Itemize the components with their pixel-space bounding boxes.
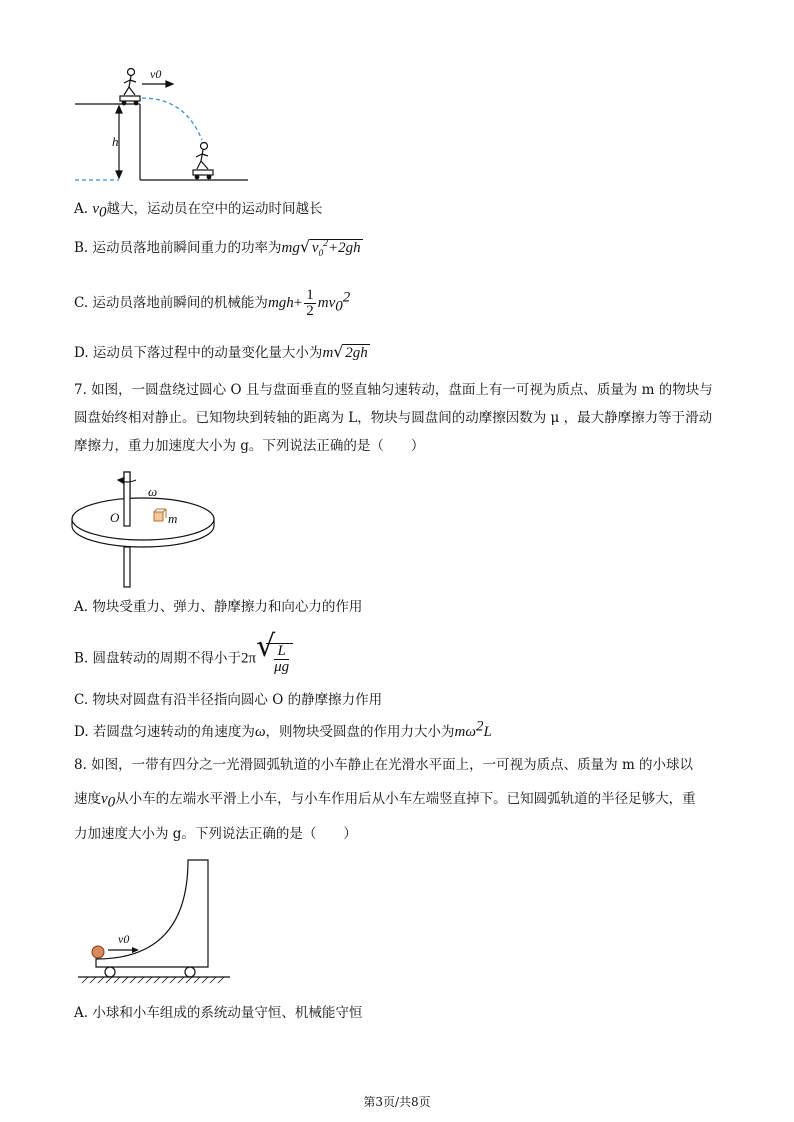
fraction: $\frac{1}{2}$ [306,287,314,319]
q7-m-label: m [168,511,178,526]
q8-figure [70,855,240,985]
fraction: $\frac{L}{\mu g}$ [274,643,290,675]
page-number: 第3页/共8页 [363,1095,431,1109]
sqrt-expression: √ $\frac{L}{\mu g}$ [256,643,293,675]
q6-option-d[interactable]: D. 运动员下落过程中的动量变化量大小为m √ 2gh [74,342,368,361]
q7-option-b[interactable]: B. 圆盘转动的周期不得小于2π √ $\frac{L}{\mu g}$ [74,643,293,675]
q6-figure [70,62,260,187]
q8-v0-label: v0 [118,932,130,946]
q7-option-d[interactable]: D. 若圆盘匀速转动的角速度为ω，则物块受圆盘的作用力大小为$m\omega^2L$ [74,718,492,740]
q7-option-a[interactable]: A. 物块受重力、弹力、静摩擦力和向心力的作用 [74,599,363,615]
q7-omega-label: ω [148,484,158,499]
q7-option-c[interactable]: C. 物块对圆盘有沿半径指向圆心 O 的静摩擦力作用 [74,692,383,708]
q7-stem: 7. 如图，一圆盘绕过圆心 O 且与盘面垂直的竖直轴匀速转动，盘面上有一可视为质点、质量为 m 的物块与圆盘始终相对静止。已知物块到转轴的距离为 L，物块与圆盘间的动摩擦因数为 μ ，最大静摩擦力等于滑动摩擦力，重力加速度大小为 g。下列说法正确的是（ ） [74,382,713,454]
q6-v0-label: v0 [150,67,162,81]
q7-figure [68,470,218,590]
q8-stem-line-3: 力加速度大小为 g。下列说法正确的是（ ） [74,826,357,842]
q6-option-c[interactable]: C. 运动员落地前瞬间的机械能为mgh+ $\frac{1}{2}$ $mv_0^2$ [74,287,351,319]
q8-option-a[interactable]: A. 小球和小车组成的系统动量守恒、机械能守恒 [74,1005,363,1021]
q6-option-b[interactable]: B. 运动员落地前瞬间重力的功率为mg √ $v_0^2+2gh$ [74,237,361,259]
sqrt-expression: √ $v_0^2+2gh$ [299,237,361,259]
q7-o-label: O [110,510,120,525]
q6-option-a[interactable]: A. $v_0$越大，运动员在空中的运动时间越长 [74,201,323,221]
q8-stem-line-1: 8. 如图，一带有四分之一光滑圆弧轨道的小车静止在光滑水平面上，一可视为质点、质量为 m 的小球以 [74,757,694,773]
q8-stem-line-2: 速度$v_0$从小车的左端水平滑上小车，与小车作用后从小车左端竖直掉下。已知圆弧轨道的半径足够大，重 [74,791,696,811]
sqrt-expression: √ 2gh [333,342,368,361]
q6-h-label: h [112,134,119,149]
